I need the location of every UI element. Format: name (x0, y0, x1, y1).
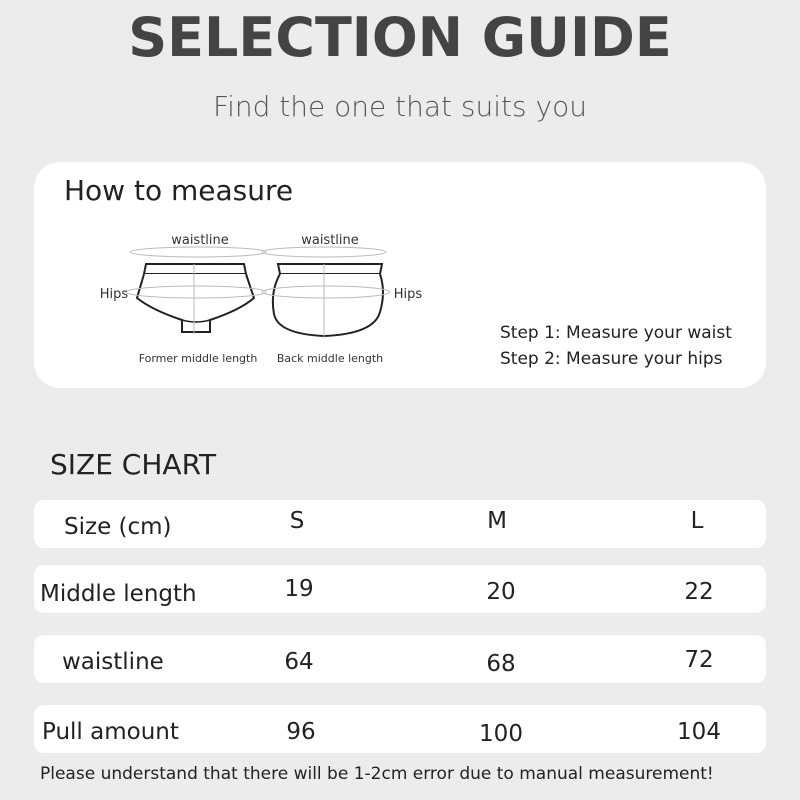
table-row (34, 705, 766, 753)
front-brief-illustration (100, 233, 266, 365)
middle-length-m: 20 (486, 579, 516, 605)
page-title: SELECTION GUIDE (128, 6, 672, 69)
back-brief-illustration (262, 233, 422, 365)
back-waistline-label: waistline (301, 233, 359, 248)
middle-length-l: 22 (684, 579, 714, 605)
pull-amount-l: 104 (677, 719, 721, 745)
size-l: L (690, 508, 704, 534)
back-length-label: Back middle length (276, 352, 384, 365)
page-subtitle: Find the one that suits you (213, 90, 587, 123)
table-row (34, 565, 766, 613)
waistline-s: 64 (284, 649, 314, 675)
step-2: Step 2: Measure your hips (500, 349, 723, 369)
size-header-label: Size (cm) (64, 514, 172, 540)
front-waistline-label: waistline (171, 233, 229, 248)
back-hips-label: Hips (393, 287, 423, 302)
measure-title: How to measure (64, 174, 294, 207)
measure-steps (500, 320, 732, 372)
pull-amount-s: 96 (286, 719, 316, 745)
size-s: S (289, 508, 305, 534)
waistline-m: 68 (486, 651, 516, 677)
middle-length-s: 19 (284, 576, 314, 602)
size-m: M (487, 508, 507, 534)
step-1: Step 1: Measure your waist (500, 323, 732, 343)
row-label-pull-amount: Pull amount (42, 719, 179, 745)
row-label-middle-length: Middle length (40, 581, 197, 607)
front-length-label: Former middle length (138, 352, 258, 365)
size-header-row (34, 500, 766, 548)
waistline-l: 72 (684, 647, 714, 673)
row-label-waistline: waistline (62, 649, 164, 675)
how-to-measure-card (34, 162, 766, 388)
pull-amount-m: 100 (479, 721, 523, 747)
size-chart-heading: SIZE CHART (50, 448, 217, 481)
table-row (34, 635, 766, 683)
measurement-error-note: Please understand that there will be 1-2cm error due to manual measurement! (40, 764, 714, 784)
front-hips-label: Hips (99, 287, 129, 302)
